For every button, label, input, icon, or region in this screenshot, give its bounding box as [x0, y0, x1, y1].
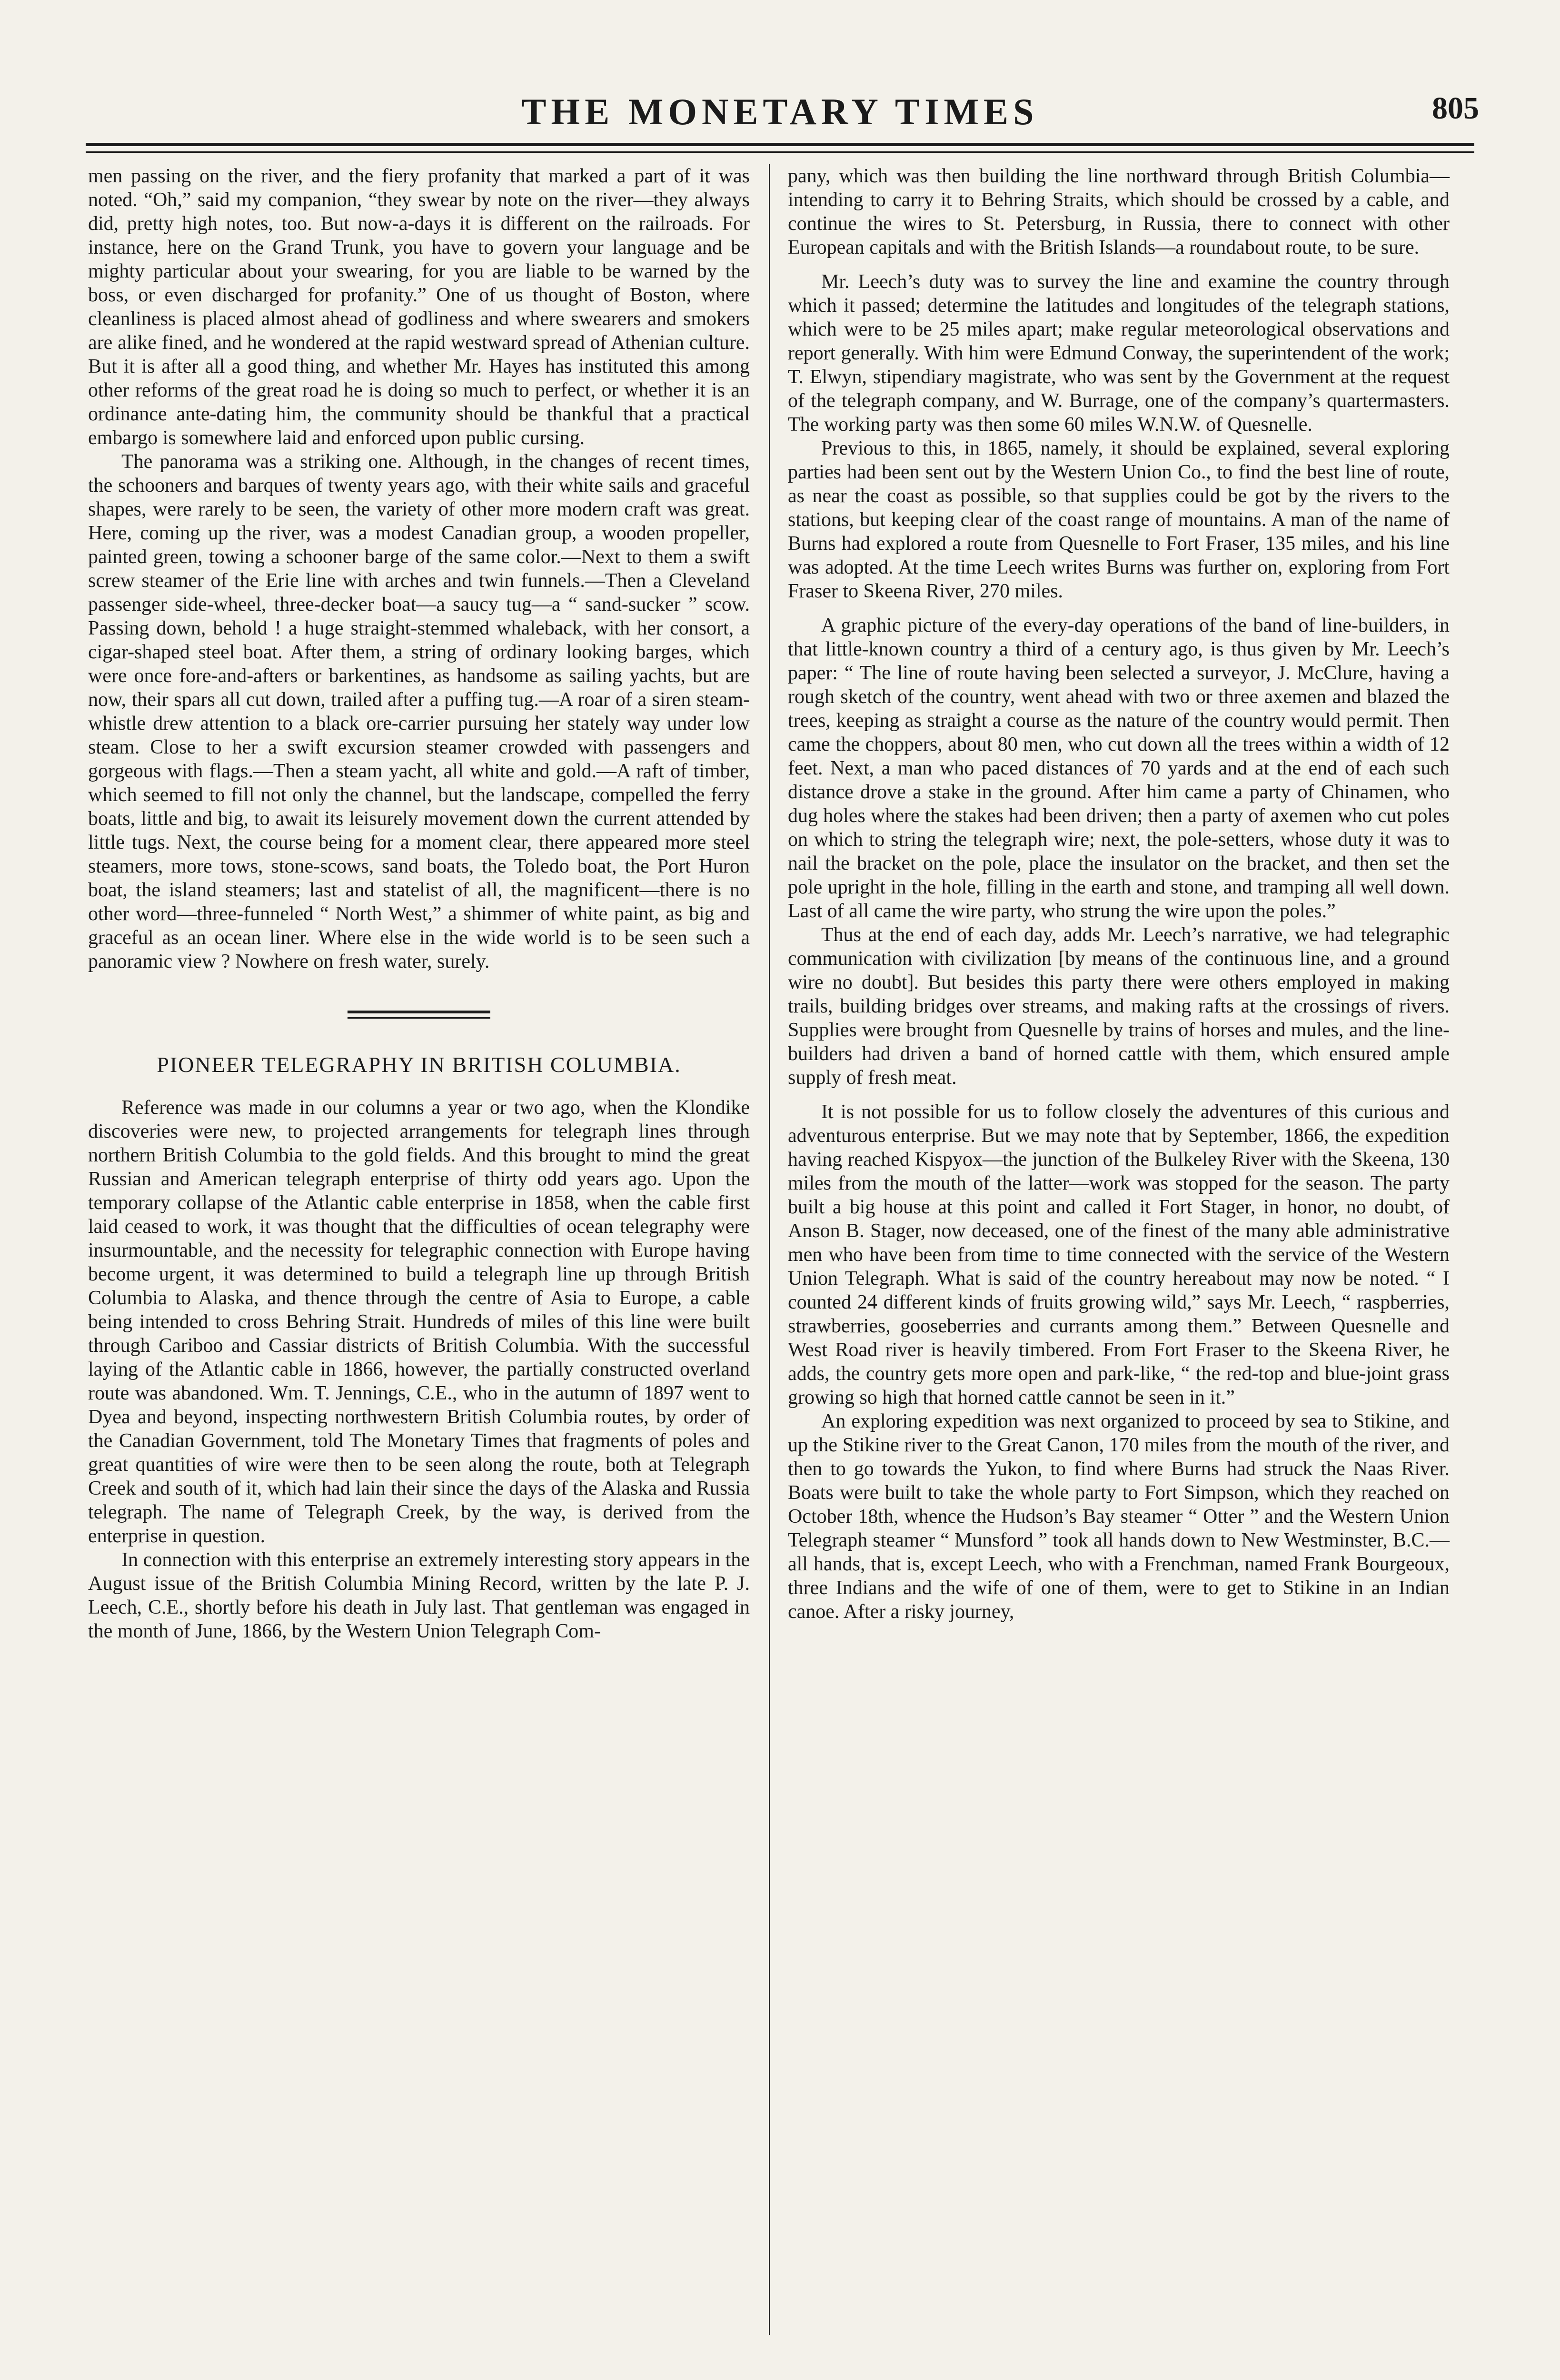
section-divider-thin: [348, 1017, 490, 1019]
paragraph: Mr. Leech’s duty was to survey the line and examine the country through which it passed; determine the latitudes and longitudes of the telegraph stations, which were to be 25 miles apart; make regular meteorological observations and report generally. With him were Edmund Conway, the superintendent of the work; T. Elwyn, stipendiary magistrate, who was sent by the Government at the request of the telegraph company, and W. Burrage, one of the company’s quartermasters. The working party was then some 60 miles W.N.W. of Quesnelle.: [788, 271, 1450, 436]
header-rule-thin: [86, 151, 1474, 153]
masthead: THE MONETARY TIMES: [521, 91, 1039, 132]
paragraph: The panorama was a striking one. Although, in the changes of recent times, the schooners and barques of twenty years ago, with their white sails and graceful shapes, were rarely to be seen, the variety of other more modern craft was great. Here, coming up the river, was a modest Canadian group, a wooden propeller, painted green, towing a schooner barge of the same color.—Next to them a swift screw steamer of the Erie line with arches and twin funnels.—Then a Cleveland passenger side-wheel, three-decker boat—a saucy tug—a “ sand-sucker ” scow. Passing down, behold ! a huge straight-stemmed whaleback, with her consort, a cigar-shaped steel boat. After them, a string of ordinary looking barges, which were once fore-and-afters or barkentines, as handsome as sailing yachts, but are now, their spars all cut down, trailed after a puffing tug.—A roar of a siren steam-whistle drew attention to a black ore-carrier pursuing her stately way under low steam. Close to her a swift excursion steamer crowded with passengers and gorgeous with flags.—Then a steam yacht, all white and gold.—A raft of timber, which seemed to fill not only the channel, but the landscape, compelled the ferry boats, little and big, to await its leisurely movement down the current attended by little tugs. Next, the course being for a moment clear, there appeared more steel steamers, more tows, stone-scows, sand boats, the Toledo boat, the Port Huron boat, the island steamers; last and statelist of all, the magnificent—there is no other word—three-funneled “ North West,” a shimmer of white paint, as big and graceful as an ocean liner. Where else in the wide world is to be seen such a panoramic view ? Nowhere on fresh water, surely.: [88, 451, 750, 972]
page-header: [81, 86, 1479, 138]
paragraph: pany, which was then building the line northward through British Columbia—intending to carry it to Behring Straits, which should be crossed by a cable, and continue the wires to St. Petersburg, in Russia, there to connect with other European capitals and with the British Islands—a roundabout route, to be sure.: [788, 165, 1450, 258]
paragraph: In connection with this enterprise an extremely interesting story appears in the August issue of the British Columbia Mining Record, written by the late P. J. Leech, C.E., shortly before his death in July last. That gentleman was engaged in the month of June, 1866, by the Western Union Telegraph Com-: [88, 1549, 750, 1642]
paragraph: An exploring expedition was next organized to proceed by sea to Stikine, and up the Stikine river to the Great Canon, 170 miles from the mouth of the river, and then to go towards the Yukon, to find where Burns had struck the Naas River. Boats were built to take the whole party to Fort Simpson, which they reached on October 18th, whence the Hudson’s Bay steamer “ Otter ” and the Western Union Telegraph steamer “ Munsford ” took all hands down to New Westminster, B.C.—all hands, that is, except Leech, who with a Frenchman, named Frank Bourgeoux, three Indians and the wife of one of them, were to get to Stikine in an Indian canoe. After a risky journey,: [788, 1410, 1450, 1623]
paragraph: It is not possible for us to follow closely the adventures of this curious and adventurous enterprise. But we may note that by September, 1866, the expedition having reached Kispyox—the junction of the Bulkeley River with the Skeena, 130 miles from the mouth of the latter—work was stopped for the season. The party built a big house at this point and called it Fort Stager, in honor, no doubt, of Anson B. Stager, now deceased, one of the finest of the many able administrative men who have been from time to time connected with the service of the Western Union Telegraph. What is said of the country hereabout may now be noted. “ I counted 24 different kinds of fruits growing wild,” says Mr. Leech, “ raspberries, strawberries, gooseberries and currants among them.” Between Quesnelle and West Road river is heavily timbered. From Fort Fraser to the Skeena River, he adds, the country gets more open and park-like, “ the red-top and blue-joint grass growing so high that horned cattle cannot be seen in it.”: [788, 1101, 1450, 1408]
right-column: [788, 164, 1450, 1624]
paragraph: Thus at the end of each day, adds Mr. Leech’s narrative, we had telegraphic communication with civilization [by means of the continuous line, and a ground wire no doubt]. But besides this party there were others employed in making trails, building bridges over streams, and making rafts at the crossings of rivers. Supplies were brought from Quesnelle by trains of horses and mules, and the line-builders had driven a band of horned cattle with them, which ensured ample supply of fresh meat.: [788, 924, 1450, 1089]
article-title: PIONEER TELEGRAPHY IN BRITISH COLUMBIA.: [157, 1052, 681, 1077]
left-column: [88, 164, 750, 1643]
section-divider: [348, 1011, 490, 1013]
paragraph: Reference was made in our columns a year or two ago, when the Klondike discoveries were new, to projected arrangements for telegraph lines through northern British Columbia to the gold fields. And this brought to mind the great Russian and American telegraph enterprise of thirty odd years ago. Upon the temporary collapse of the Atlantic cable enterprise in 1858, when the cable first laid ceased to work, it was thought that the difficulties of ocean telegraphy were insurmountable, and the necessity for telegraphic connection with Europe having become urgent, it was determined to build a telegraph line up through British Columbia to Alaska, and thence through the centre of Asia to Europe, a cable being intended to cross Behring Strait. Hundreds of miles of this line were built through Cariboo and Cassiar districts of British Columbia. With the successful laying of the Atlantic cable in 1866, however, the partially constructed overland route was abandoned. Wm. T. Jennings, C.E., who in the autumn of 1897 went to Dyea and beyond, inspecting northwestern British Columbia routes, by order of the Canadian Government, told The Monetary Times that fragments of poles and great quantities of wire were then to be seen along the route, both at Telegraph Creek and south of it, which had lain their since the days of the Alaska and Russia telegraph. The name of Telegraph Creek, by the way, is derived from the enterprise in question.: [88, 1097, 750, 1547]
paragraph: A graphic picture of the every-day operations of the band of line-builders, in that little-known country a third of a century ago, is thus given by Mr. Leech’s paper: “ The line of route having been selected a surveyor, J. McClure, having a rough sketch of the country, went ahead with two or three axemen and blazed the trees, keeping as straight a course as the nature of the country would permit. Then came the choppers, about 80 men, who cut down all the trees within a width of 12 feet. Next, a man who paced distances of 70 yards and at the end of each such distance drove a stake in the ground. After him came a party of Chinamen, who dug holes where the stakes had been driven; then a party of axemen who cut poles on which to string the telegraph wire; next, the pole-setters, whose duty it was to nail the bracket on the pole, place the insulator on the bracket, and then set the pole upright in the hole, filling in the earth and stone, and tramping all well down. Last of all came the wire party, who strung the wire upon the poles.”: [788, 615, 1450, 922]
header-rule-thick: [86, 143, 1474, 146]
paragraph: men passing on the river, and the fiery profanity that marked a part of it was noted. “Oh,” said my companion, “they swear by note on the river—they always did, pretty high notes, too. But now-a-days it is different on the railroads. For instance, here on the Grand Trunk, you have to govern your language and be mighty particular about your swearing, for you are liable to be warned by the boss, or even discharged for profanity.” One of us thought of Boston, where cleanliness is placed almost ahead of godliness and where swearers and smokers are alike fined, and he wondered at the rapid westward spread of Athenian culture. But it is after all a good thing, and whether Mr. Hayes has instituted this among other reforms of the great road he is doing so much to perfect, or whether it is an ordinance ante-dating him, the community should be thankful that a practical embargo is somewhere laid and enforced upon public cursing.: [88, 165, 750, 449]
column-divider: [769, 164, 770, 2335]
paragraph: Previous to this, in 1865, namely, it should be explained, several exploring parties had been sent out by the Western Union Co., to find the best line of route, as near the coast as possible, so that supplies could be got by the rivers to the stations, but keeping clear of the coast range of mountains. A man of the name of Burns had explored a route from Quesnelle to Fort Fraser, 135 miles, and his line was adopted. At the time Leech writes Burns was further on, exploring from Fort Fraser to Skeena River, 270 miles.: [788, 437, 1450, 602]
page-number: 805: [1432, 91, 1479, 126]
